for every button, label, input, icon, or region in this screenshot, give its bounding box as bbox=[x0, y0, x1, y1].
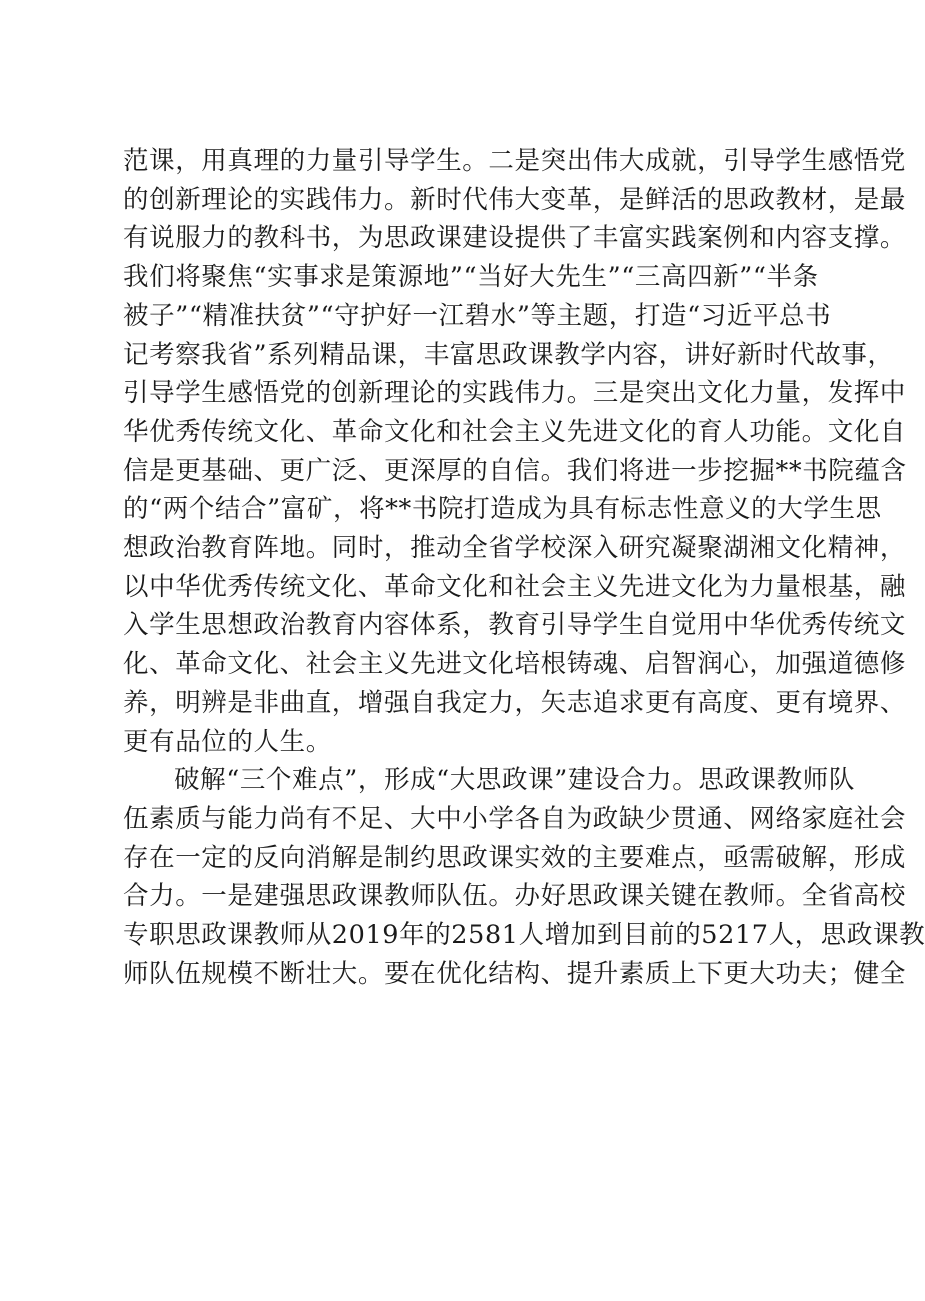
text-line: 信是更基础、更广泛、更深厚的自信。我们将进一步挖掘**书院蕴含 bbox=[123, 455, 907, 486]
text-line: 想政治教育阵地。同时，推动全省学校深入研究凝聚湖湘文化精神， bbox=[123, 533, 907, 564]
text-line: 合力。一是建强思政课教师队伍。办好思政课关键在教师。全省高校 bbox=[123, 881, 907, 912]
paragraph-1 bbox=[123, 142, 907, 761]
text-line: 的“两个结合”富矿，将**书院打造成为具有标志性意义的大学生思 bbox=[123, 494, 882, 525]
text-line: 更有品位的人生。 bbox=[123, 726, 332, 757]
paragraph-2 bbox=[123, 761, 925, 993]
text-line: 破解“三个难点”，形成“大思政课”建设合力。思政课教师队 bbox=[174, 765, 855, 796]
text-line: 华优秀传统文化、革命文化和社会主义先进文化的育人功能。文化自 bbox=[123, 416, 907, 447]
text-line: 伍素质与能力尚有不足、大中小学各自为政缺少贯通、网络家庭社会 bbox=[123, 803, 907, 834]
text-line: 有说服力的教科书，为思政课建设提供了丰富实践案例和内容支撑。 bbox=[123, 223, 907, 254]
document-body bbox=[123, 142, 925, 993]
text-line: 化、革命文化、社会主义先进文化培根铸魂、启智润心，加强道德修 bbox=[123, 649, 907, 680]
text-line: 入学生思想政治教育内容体系，教育引导学生自觉用中华优秀传统文 bbox=[123, 610, 907, 641]
text-line: 以中华优秀传统文化、革命文化和社会主义先进文化为力量根基，融 bbox=[123, 571, 907, 602]
text-line: 存在一定的反向消解是制约思政课实效的主要难点，亟需破解，形成 bbox=[123, 842, 907, 873]
text-line: 范课，用真理的力量引导学生。二是突出伟大成就，引导学生感悟党 bbox=[123, 146, 907, 176]
text-line: 专职思政课教师从2019年的2581人增加到目前的5217人，思政课教 bbox=[123, 920, 925, 951]
text-line: 记考察我省”系列精品课，丰富思政课教学内容，讲好新时代故事， bbox=[123, 339, 894, 370]
text-line: 的创新理论的实践伟力。新时代伟大变革，是鲜活的思政教材，是最 bbox=[123, 184, 907, 215]
text-line: 养，明辨是非曲直，增强自我定力，矢志追求更有高度、更有境界、 bbox=[123, 687, 907, 718]
text-line: 引导学生感悟党的创新理论的实践伟力。三是突出文化力量，发挥中 bbox=[123, 378, 907, 409]
text-line: 我们将聚焦“实事求是策源地”“当好大先生”“三高四新”“半条 bbox=[123, 262, 819, 293]
text-line: 被子”“精准扶贫”“守护好一江碧水”等主题，打造“习近平总书 bbox=[123, 300, 832, 331]
text-line: 师队伍规模不断壮大。要在优化结构、提升素质上下更大功夫；健全 bbox=[123, 958, 907, 989]
